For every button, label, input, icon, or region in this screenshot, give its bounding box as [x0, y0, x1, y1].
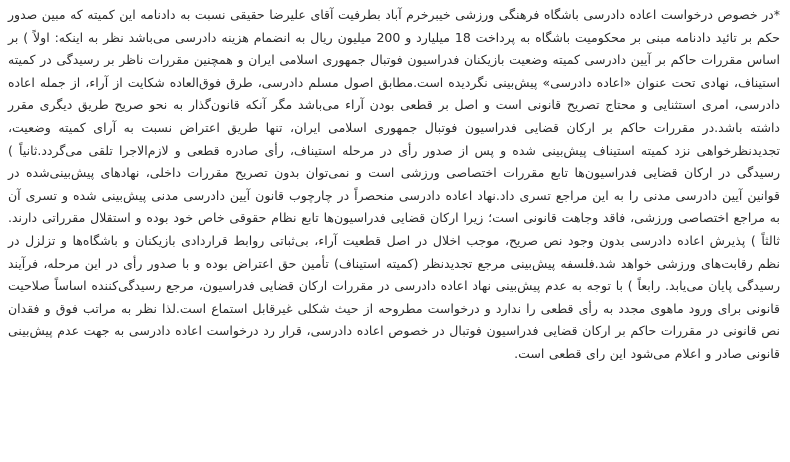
ruling-paragraph: *در خصوص درخواست اعاده دادرسی باشگاه فرهنگی ورزشی خیبرخرم آباد بطرفیت آقای علیرضا حقیقی نسبت به دادنامه این کمیته که مبین صدور حکم بر تائید دادنامه مبنی بر محکومیت باشگاه به پرداخت 18 میلیارد و 200 میلیون ریال به انضمام هزینه دادرسی می‌باشد نظر به اینکه: اولاً ) بر اساس مقررات حاکم بر آیین دادرسی کمیته وضعیت بازیکنان فدراسیون فوتبال جمهوری اسلامی ایران و همچنین مقررات ناظر بر رسیدگی در کمیته استیناف، نهادی تحت عنوان «اعاده دادرسی» پیش‌بینی نگردیده است.مطابق اصول مسلم دادرسی، طرق فوق‌العاده شکایت از آراء، از جمله اعاده دادرسی، امری استثنایی و محتاج تصریح قانونی است و اصل بر قطعی بودن آراء می‌باشد مگر آنکه قانون‌گذار به نحو صریح طریق دیگری مقرر داشته باشد.در مقررات حاکم بر ارکان قضایی فدراسیون فوتبال جمهوری اسلامی ایران، تنها طریق اعتراض نسبت به آرای کمیته وضعیت، تجدیدنظرخواهی نزد کمیته استیناف پیش‌بینی شده و پس از صدور رأی در مرحله استیناف، رأی صادره قطعی و لازم‌الاجرا تلقی می‌گردد.ثانیاً ) رسیدگی در ارکان قضایی فدراسیون‌ها تابع مقررات اختصاصی ورزشی است و نمی‌توان بدون تصریح مقررات داخلی، نهادهای پیش‌بینی‌شده در قوانین آیین دادرسی مدنی را به این مراجع تسری داد.نهاد اعاده دادرسی منحصراً در چارچوب قانون آیین دادرسی مدنی پیش‌بینی شده و تسری آن به مراجع اختصاصی ورزشی، فاقد وجاهت قانونی است؛ زیرا ارکان قضایی فدراسیون‌ها تابع نظام حقوقی خاص خود بوده و استقلال مقرراتی دارند. ثالثاً ) پذیرش اعاده دادرسی بدون وجود نص صریح، موجب اخلال در اصل قطعیت آراء، بی‌ثباتی روابط قراردادی بازیکنان و باشگاه‌ها و تزلزل در نظم رقابت‌های ورزشی خواهد شد.فلسفه پیش‌بینی مرجع تجدیدنظر (کمیته استیناف) تأمین حق اعتراض بوده و با صدور رأی در این مرحله، فرآیند رسیدگی پایان می‌یابد. رابعاً ) با توجه به عدم پیش‌بینی نهاد اعاده دادرسی در مقررات ارکان قضایی فدراسیون، مرجع رسیدگی‌کننده اساساً صلاحیت قانونی برای ورود ماهوی مجدد به رأی قطعی را ندارد و درخواست مطروحه از حیث شکلی غیرقابل استماع است.لذا نظر به مراتب فوق و فقدان نص قانونی در مقررات حاکم بر ارکان قضایی فدراسیون فوتبال در خصوص اعاده دادرسی، قرار رد درخواست اعاده دادرسی به جهت عدم پیش‌بینی قانونی صادر و اعلام می‌شود این رای قطعی است. [8, 7, 780, 361]
